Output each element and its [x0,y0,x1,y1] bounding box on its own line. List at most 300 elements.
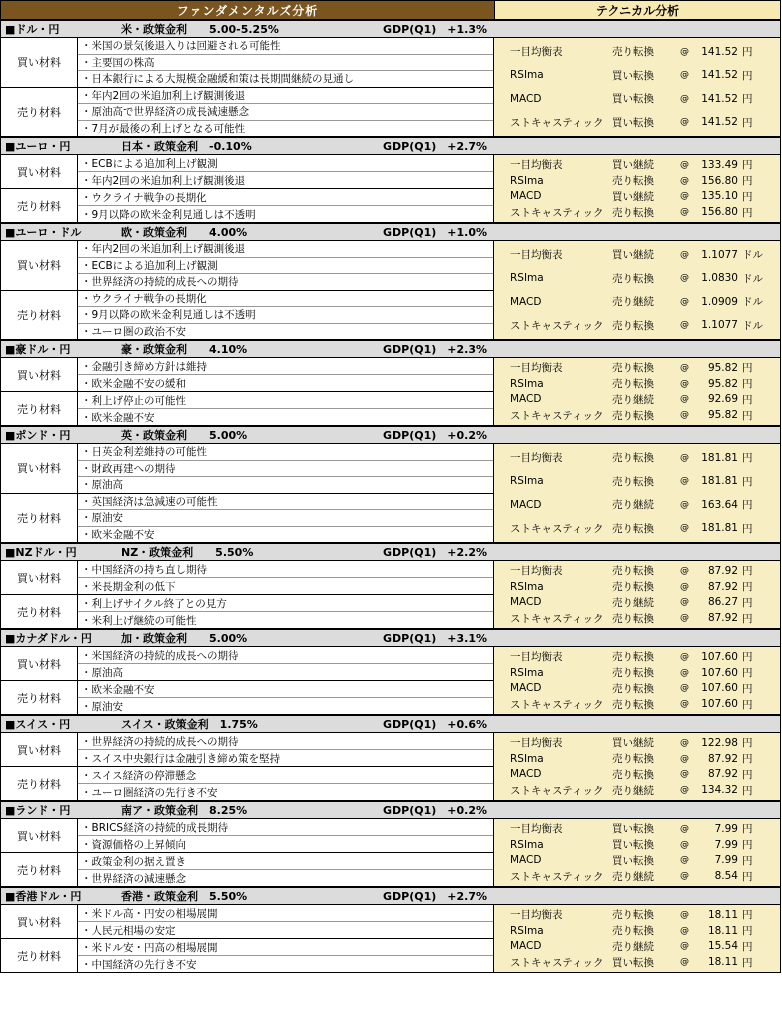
section-title [0,426,781,444]
unit: ドル [742,272,763,285]
signal: 売り継続 [612,393,654,406]
indicator-name: MACD [510,682,542,695]
unit: ドル [742,296,763,309]
signal: 売り転換 [612,682,654,695]
section-gdp: GDP(Q1) +1.3% [383,23,488,36]
sell-materials [1,88,493,137]
buy-materials-label: 買い材料 [1,155,78,188]
at-sign: @ [680,273,689,284]
section-policy: 香港・政策金利 5.50% [121,890,248,903]
section-policy: 欧・政策金利 4.00% [121,226,248,239]
price: 181.81 [701,522,738,535]
section-gdp: GDP(Q1) +0.2% [383,429,488,442]
indicator-name: RSIma [510,580,544,593]
indicator-name: ストキャスティック [510,116,604,129]
fundamental-cell [1,444,494,542]
technical-row [494,267,780,291]
list-item: ・欧米金融不安 [78,681,493,698]
buy-materials [1,358,493,392]
at-sign: @ [680,117,689,128]
price: 18.11 [707,908,738,921]
technical-row [494,243,780,267]
indicator-name: 一目均衡表 [510,362,563,375]
list-item: ・米長期金利の低下 [81,580,176,593]
list-item: ・中国経済の持ち直し期待 [78,561,493,578]
list-item: ・ECBによる追加利上げ観測 [78,258,493,275]
technical-row [494,314,780,338]
unit: 円 [742,452,753,465]
technical-row [494,853,780,869]
section-pair: ■香港ドル・円 [5,890,82,903]
at-sign: @ [680,499,689,510]
unit: 円 [742,206,753,219]
section-policy: 米・政策金利 5.00-5.25% [121,23,279,36]
indicator-name: RSIma [510,666,544,679]
technical-row [494,939,780,955]
fundamental-cell [1,241,494,339]
indicator-name: 一目均衡表 [510,452,563,465]
unit: 円 [742,581,753,594]
at-sign: @ [680,667,689,678]
at-sign: @ [680,476,689,487]
indicator-name: RSIma [510,377,544,390]
signal: 売り転換 [612,46,654,59]
buy-materials-label: 買い材料 [1,905,78,938]
list-item: ・政策金利の据え置き [78,853,493,870]
signal: 買い転換 [612,69,654,82]
technical-row [494,767,780,783]
unit: 円 [742,362,753,375]
indicator-name: MACD [510,940,542,953]
indicator-name: MACD [510,92,542,105]
signal: 売り転換 [612,319,654,332]
list-item: ・原油高 [81,666,123,679]
unit: 円 [742,612,753,625]
list-item: ・日英金利差維持の可能性 [78,444,493,461]
at-sign: @ [680,823,689,834]
section-title [0,801,781,819]
indicator-name: 一目均衡表 [510,46,563,59]
indicator-name: RSIma [510,272,544,285]
unit: 円 [742,378,753,391]
list-item: ・利上げサイクル終了との見方 [78,595,493,612]
technical-row [494,782,780,798]
unit: 円 [742,651,753,664]
signal: 買い継続 [612,159,654,172]
buy-materials [1,38,493,88]
section-pair: ■ドル・円 [5,23,60,36]
at-sign: @ [680,785,689,796]
buy-materials-label: 買い材料 [1,38,78,87]
buy-materials-label: 買い材料 [1,561,78,594]
technical-row [494,751,780,767]
list-item: ・9月以降の欧米金利見通しは不透明 [78,307,493,324]
section-title [0,223,781,241]
buy-materials-label: 買い材料 [1,444,78,493]
technical-row [494,290,780,314]
list-item: ・ユーロ圏の政治不安 [81,325,186,338]
section-title [0,629,781,647]
sell-materials [1,189,493,222]
technical-cell [494,905,780,972]
signal: 売り継続 [612,940,654,953]
at-sign: @ [680,753,689,764]
list-item: ・年内2回の米追加利上げ観測後退 [81,174,246,187]
indicator-name: ストキャスティック [510,956,604,969]
section-body [0,733,781,801]
sell-materials-label: 売り材料 [1,939,78,972]
indicator-name: 一目均衡表 [510,565,563,578]
section-title [0,20,781,38]
technical-row [494,87,780,111]
list-item: ・米国経済の持続的成長への期待 [78,647,493,664]
section-policy: スイス・政策金利 1.75% [121,718,258,731]
section-body [0,561,781,629]
at-sign: @ [680,941,689,952]
unit: ドル [742,319,763,332]
sell-materials [1,939,493,972]
technical-cell [494,38,780,136]
fundamental-cell [1,561,494,628]
fundamental-cell [1,733,494,800]
buy-materials [1,241,493,291]
at-sign: @ [680,452,689,463]
sell-materials-label: 売り材料 [1,853,78,886]
technical-row [494,157,780,173]
technical-row [494,595,780,611]
unit: 円 [742,940,753,953]
signal: 売り継続 [612,870,654,883]
at-sign: @ [680,46,689,57]
section-pair: ■ユーロ・ドル [5,226,82,239]
section-title [0,340,781,358]
buy-materials-label: 買い材料 [1,733,78,766]
indicator-name: MACD [510,190,542,203]
at-sign: @ [680,769,689,780]
price: 107.60 [701,682,738,695]
section-gdp: GDP(Q1) +0.6% [383,718,488,731]
sell-materials-label: 売り材料 [1,189,78,222]
at-sign: @ [680,394,689,405]
unit: 円 [742,409,753,422]
price: 135.10 [701,190,738,203]
list-item: ・米国の景気後退入りは回避される可能性 [78,38,493,55]
signal: 売り転換 [612,909,654,922]
list-item: ・利上げ停止の可能性 [78,392,493,409]
sell-materials [1,853,493,886]
at-sign: @ [680,957,689,968]
technical-row [494,923,780,939]
list-item: ・世界経済の持続的成長への期待 [78,733,493,750]
price: 1.0830 [701,272,738,285]
list-item: ・7月が最後の利上げとなる可能性 [81,122,246,135]
unit: 円 [742,159,753,172]
at-sign: @ [680,249,689,260]
section-pair: ■NZドル・円 [5,546,77,559]
indicator-name: ストキャスティック [510,522,604,535]
indicator-name: RSIma [510,838,544,851]
fundamental-cell [1,38,494,136]
signal: 売り転換 [612,667,654,680]
signal: 売り転換 [612,565,654,578]
list-item: ・ウクライナ戦争の長期化 [78,291,493,308]
indicator-name: ストキャスティック [510,784,604,797]
at-sign: @ [680,871,689,882]
price: 7.99 [714,822,738,835]
signal: 買い継続 [612,190,654,203]
technical-header: テクニカル分析 [495,1,780,19]
at-sign: @ [680,613,689,624]
list-item: ・BRICS経済の持続的成長期待 [78,819,493,836]
list-item: ・9月以降の欧米金利見通しは不透明 [81,208,256,221]
technical-row [494,907,780,923]
at-sign: @ [680,523,689,534]
signal: 買い継続 [612,737,654,750]
technical-row [494,173,780,189]
sell-materials-label: 売り材料 [1,291,78,340]
fundamental-cell [1,155,494,222]
at-sign: @ [680,581,689,592]
signal: 買い転換 [612,823,654,836]
at-sign: @ [680,362,689,373]
technical-row [494,204,780,220]
technical-cell [494,155,780,222]
unit: 円 [742,768,753,781]
section-body [0,444,781,543]
price: 107.60 [701,698,738,711]
price: 1.0909 [701,295,738,308]
buy-materials [1,905,493,939]
signal: 買い継続 [612,249,654,262]
indicator-name: 一目均衡表 [510,651,563,664]
technical-row [494,470,780,494]
price: 87.92 [707,752,738,765]
indicator-name: MACD [510,498,542,511]
technical-cell [494,819,780,886]
list-item: ・欧米金融不安 [81,528,155,541]
indicator-name: RSIma [510,475,544,488]
section-gdp: GDP(Q1) +2.2% [383,546,488,559]
signal: 売り継続 [612,596,654,609]
indicator-name: ストキャスティック [510,698,604,711]
indicator-name: ストキャスティック [510,612,604,625]
at-sign: @ [680,296,689,307]
signal: 売り転換 [612,475,654,488]
unit: 円 [742,737,753,750]
technical-cell [494,561,780,628]
price: 86.27 [707,596,738,609]
list-item: ・主要国の株高 [78,55,493,72]
section-pair: ■スイス・円 [5,718,71,731]
price: 156.80 [701,174,738,187]
price: 107.60 [701,650,738,663]
list-item: ・原油安 [78,510,493,527]
price: 7.99 [714,838,738,851]
price: 181.81 [701,451,738,464]
price: 18.11 [707,956,738,969]
at-sign: @ [680,378,689,389]
at-sign: @ [680,93,689,104]
section-gdp: GDP(Q1) +2.3% [383,343,488,356]
price: 92.69 [707,393,738,406]
indicator-name: MACD [510,596,542,609]
indicator-name: RSIma [510,174,544,187]
unit: 円 [742,175,753,188]
buy-materials-label: 買い材料 [1,819,78,852]
technical-row [494,579,780,595]
price: 15.54 [707,940,738,953]
fundamental-cell [1,358,494,425]
list-item: ・欧米金融不安の緩和 [81,377,186,390]
list-item: ・金融引き締め方針は維持 [78,358,493,375]
section-policy: 南ア・政策金利 8.25% [121,804,248,817]
price: 87.92 [707,564,738,577]
list-item: ・原油高で世界経済の成長減速懸念 [78,104,493,121]
buy-materials [1,444,493,494]
technical-row [494,111,780,135]
signal: 買い転換 [612,839,654,852]
unit: 円 [742,854,753,867]
at-sign: @ [680,651,689,662]
section-pair: ■豪ドル・円 [5,343,71,356]
at-sign: @ [680,925,689,936]
at-sign: @ [680,699,689,710]
section-gdp: GDP(Q1) +1.0% [383,226,488,239]
indicator-name: RSIma [510,752,544,765]
technical-cell [494,444,780,542]
signal: 売り転換 [612,925,654,938]
unit: 円 [742,682,753,695]
section-pair: ■ポンド・円 [5,429,71,442]
list-item: ・米ドル安・円高の相場展開 [78,939,493,956]
list-item: ・世界経済の持続的成長への期待 [81,276,239,289]
indicator-name: ストキャスティック [510,206,604,219]
indicator-name: 一目均衡表 [510,249,563,262]
section-pair: ■カナダドル・円 [5,632,92,645]
sell-materials [1,595,493,628]
unit: 円 [742,839,753,852]
unit: 円 [742,784,753,797]
list-item: ・ユーロ圏経済の先行き不安 [81,786,218,799]
technical-cell [494,733,780,800]
section-policy: NZ・政策金利 5.50% [121,546,254,559]
technical-row [494,868,780,884]
section-body [0,905,781,973]
sell-materials [1,291,493,340]
price: 134.32 [701,784,738,797]
section-pair: ■ランド・円 [5,804,71,817]
buy-materials-label: 買い材料 [1,358,78,391]
section-pair: ■ユーロ・円 [5,140,71,153]
at-sign: @ [680,737,689,748]
unit: 円 [742,499,753,512]
signal: 売り転換 [612,581,654,594]
list-item: ・米ドル高・円安の相場展開 [78,905,493,922]
fundamental-cell [1,647,494,714]
section-body [0,241,781,340]
price: 95.82 [707,377,738,390]
technical-row [494,610,780,626]
unit: 円 [742,823,753,836]
at-sign: @ [680,175,689,186]
signal: 売り継続 [612,499,654,512]
sell-materials-label: 売り材料 [1,392,78,425]
unit: 円 [742,753,753,766]
technical-cell [494,647,780,714]
unit: ドル [742,249,763,262]
price: 87.92 [707,612,738,625]
sell-materials-label: 売り材料 [1,494,78,543]
at-sign: @ [680,839,689,850]
list-item: ・欧米金融不安 [81,411,155,424]
unit: 円 [742,565,753,578]
section-title [0,543,781,561]
indicator-name: 一目均衡表 [510,823,563,836]
price: 87.92 [707,768,738,781]
indicator-name: MACD [510,768,542,781]
list-item: ・米利上げ継続の可能性 [81,614,197,627]
section-policy: 英・政策金利 5.00% [121,429,248,442]
list-item: ・原油安 [81,700,123,713]
technical-row [494,696,780,712]
technical-row [494,392,780,408]
signal: 売り転換 [612,362,654,375]
buy-materials [1,561,493,595]
unit: 円 [742,667,753,680]
price: 1.1077 [701,248,738,261]
price: 1.1077 [701,319,738,332]
indicator-name: MACD [510,393,542,406]
technical-row [494,517,780,541]
sell-materials [1,767,493,800]
signal: 売り転換 [612,409,654,422]
list-item: ・中国経済の先行き不安 [81,958,197,971]
list-item: ・資源価格の上昇傾向 [81,838,186,851]
signal: 売り転換 [612,698,654,711]
technical-row [494,407,780,423]
technical-row [494,493,780,517]
signal: 売り転換 [612,206,654,219]
section-body [0,647,781,715]
section-body [0,358,781,426]
list-item: ・原油高 [81,479,123,492]
fundamental-header: ファンダメンタルズ分析 [1,1,495,19]
buy-materials-label: 買い材料 [1,241,78,290]
list-item: ・財政再建への期待 [78,461,493,478]
fundamental-cell [1,819,494,886]
price: 95.82 [707,361,738,374]
signal: 売り継続 [612,296,654,309]
unit: 円 [742,870,753,883]
signal: 売り転換 [612,768,654,781]
indicator-name: ストキャスティック [510,870,604,883]
indicator-name: MACD [510,854,542,867]
section-title [0,137,781,155]
signal: 売り転換 [612,378,654,391]
indicator-name: RSIma [510,69,544,82]
price: 141.52 [701,69,738,82]
section-gdp: GDP(Q1) +2.7% [383,140,488,153]
section-body [0,819,781,887]
price: 133.49 [701,158,738,171]
buy-materials [1,733,493,767]
signal: 買い転換 [612,854,654,867]
buy-materials [1,155,493,189]
technical-row [494,446,780,470]
technical-row [494,64,780,88]
technical-row [494,954,780,970]
sell-materials-label: 売り材料 [1,88,78,137]
